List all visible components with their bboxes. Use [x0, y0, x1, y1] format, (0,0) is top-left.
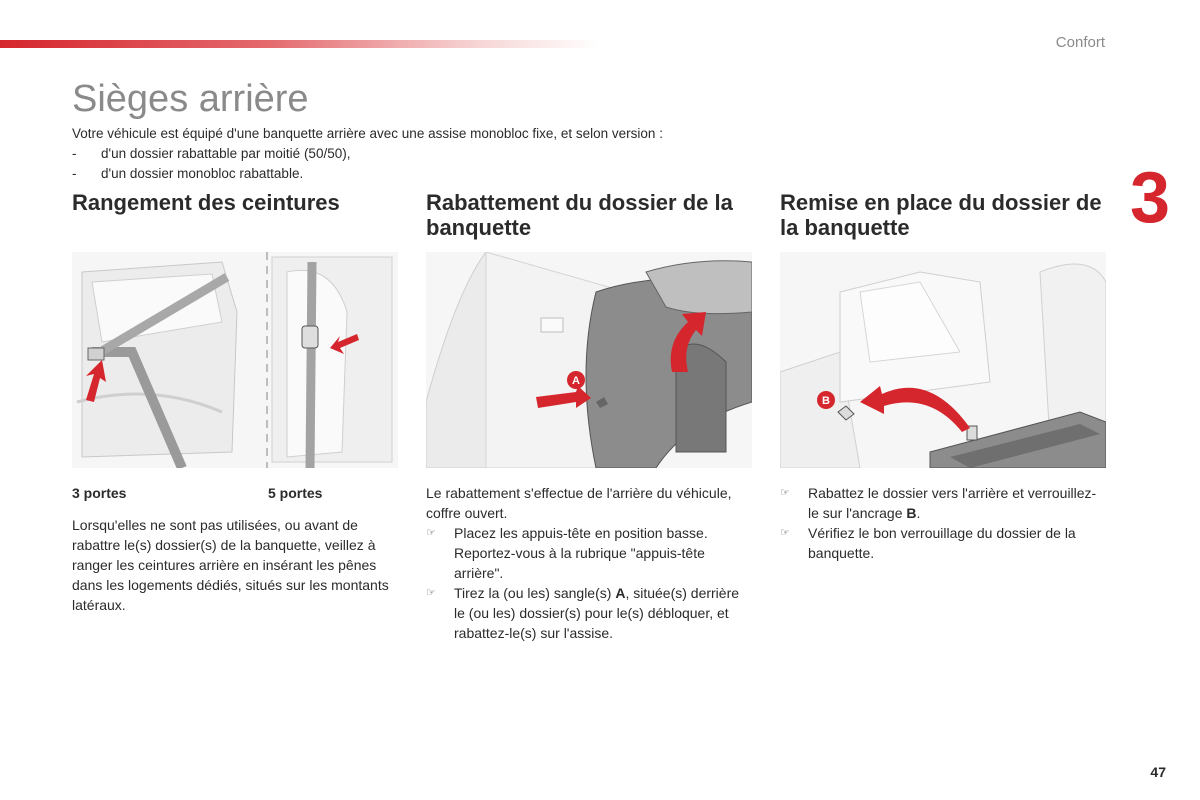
column-heading: Remise en place du dossier de la banquette [780, 190, 1102, 240]
column-heading: Rabattement du dossier de la banquette [426, 190, 733, 240]
page-number: 47 [1150, 764, 1166, 780]
column-body [780, 483, 1106, 563]
intro [72, 124, 772, 184]
list-item: ☞ Rabattez le dossier vers l'arrière et verrouillez-le sur l'ancrage B. [780, 485, 1097, 521]
intro-list-item: - d'un dossier rabattable par moitié (50/50), [72, 146, 351, 161]
label-a: A [572, 375, 580, 387]
caption-row [72, 483, 398, 507]
list-item: ☞ Vérifiez le bon verrouillage du dossier de la banquette. [780, 525, 1076, 561]
caption-3-doors: 3 portes [72, 485, 127, 501]
pointing-hand-icon: ☞ [780, 487, 790, 499]
refitting-illustration [780, 252, 1106, 468]
belt-storage-illustration [72, 252, 398, 468]
pointing-hand-icon: ☞ [780, 527, 790, 539]
column-heading: Rangement des ceintures [72, 190, 340, 215]
list-item: ☞ Placez les appuis-tête en position basse. Reportez-vous à la rubrique "appuis-tête arrière". [426, 525, 708, 581]
header-accent-bar [0, 40, 600, 48]
pointing-hand-icon: ☞ [426, 587, 436, 599]
folding-intro-text: Le rabattement s'effectue de l'arrière du véhicule, coffre ouvert. [426, 485, 732, 521]
section-label: Confort [1055, 34, 1105, 51]
label-b: B [822, 395, 830, 407]
column-body [72, 483, 398, 615]
refitting-steps [780, 483, 1106, 563]
column-belt-storage [72, 190, 398, 613]
chapter-number: 3 [1130, 158, 1171, 238]
intro-list [72, 144, 772, 184]
caption-5-doors: 5 portes [268, 485, 323, 501]
folding-steps [426, 523, 752, 643]
pointing-hand-icon: ☞ [426, 527, 436, 539]
belt-storage-text: Lorsqu'elles ne sont pas utilisées, ou avant de rabattre le(s) dossier(s) de la banquette, veillez à ranger les ceintures arrière en insérant les pênes dans les logements dédiés, situés sur les montants latéraux. [72, 517, 389, 613]
intro-list-item: - d'un dossier monobloc rabattable. [72, 166, 304, 181]
page-title: Sièges arrière [72, 78, 309, 120]
column-folding [426, 190, 752, 641]
folding-illustration [426, 252, 752, 468]
intro-text: Votre véhicule est équipé d'une banquette arrière avec une assise monobloc fixe, et selon version : [72, 126, 663, 141]
column-body [426, 483, 752, 643]
list-item: ☞ Tirez la (ou les) sangle(s) A, située(s) derrière le (ou les) dossier(s) pour le(s) débloquer, et rabattez-le(s) sur l'assise. [426, 585, 740, 641]
column-refitting [780, 190, 1106, 561]
